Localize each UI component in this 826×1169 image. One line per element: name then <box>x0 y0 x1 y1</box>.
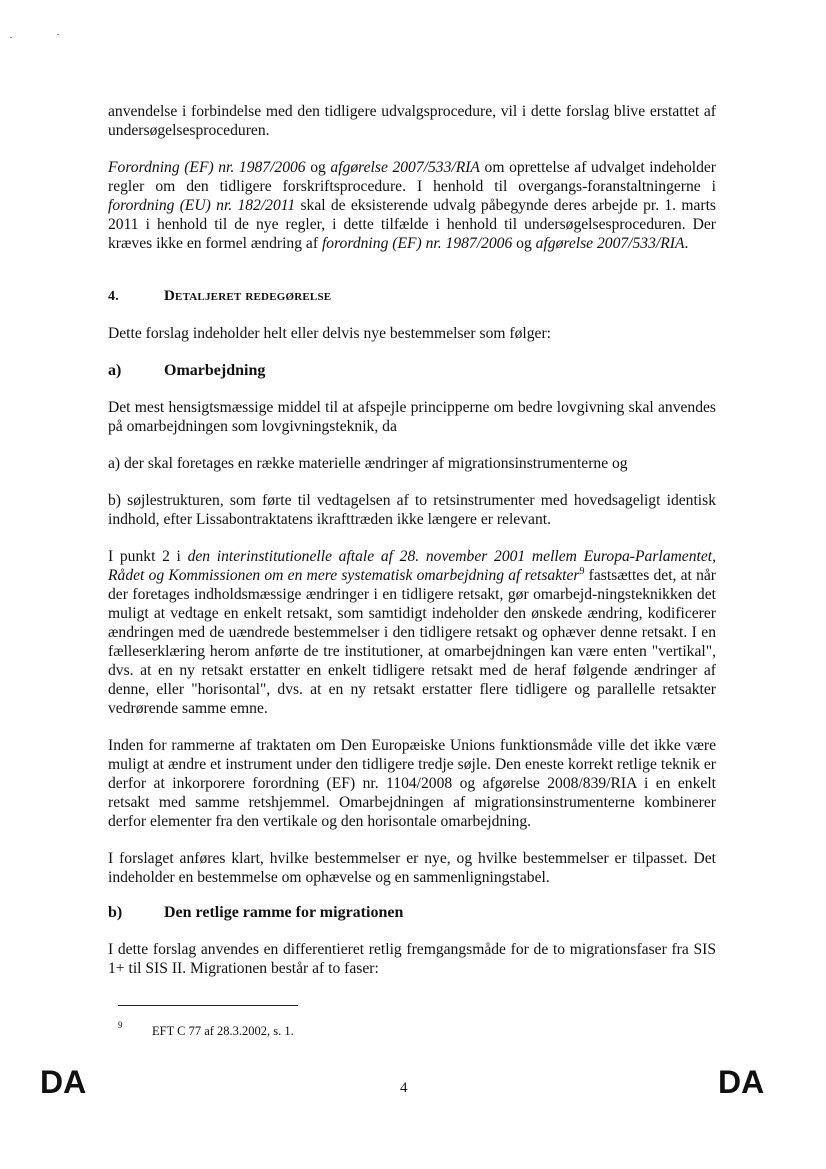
section-number: 4. <box>108 289 119 304</box>
subsection-number: b) <box>108 904 123 921</box>
reference-italic: forordning (EF) nr. 1987/2006 <box>321 235 513 252</box>
paragraph: Det mest hensigtsmæssige middel til at afspejle principperne om bedre lovgivning skal anvendes på omarbejdningen som lovgivningsteknik, da <box>108 399 716 435</box>
reference-italic: forordning (EU) nr. 182/2011 <box>108 197 296 214</box>
text-run: skal de eksisterende udvalg påbegynde deres arbejde pr. 1. marts 2011 i henhold til de nye regler, i dette tilfælde i henhold til undersøgelsesproceduren. Der kræves ikke en formel ændring af <box>108 197 716 252</box>
text-run: om oprettelse af udvalget indeholder regler om den tidligere forskriftsprocedure. I henhold til overgangs-foranstaltningerne i <box>108 159 716 195</box>
section-title: Detaljeret redegørelse <box>164 288 332 304</box>
text-run: og <box>305 159 331 176</box>
language-code-left: DA <box>40 1064 87 1100</box>
section-heading <box>108 287 716 306</box>
language-code-right: DA <box>718 1064 765 1100</box>
paragraph-forordning <box>108 158 716 253</box>
subsection-heading-b <box>108 903 716 922</box>
text-run: og <box>512 235 536 252</box>
text-run: . <box>684 235 689 252</box>
paragraph-punkt-2 <box>108 547 716 718</box>
paragraph: a) der skal foretages en række materielle ændringer af migrationsinstrumenterne og <box>108 455 628 472</box>
subsection-number: a) <box>108 362 122 379</box>
reference-italic: Forordning (EF) nr. 1987/2006 <box>108 159 306 176</box>
reference-italic: den interinstitutionelle aftale af 28. november 2001 mellem Europa-Parlamentet, Rådet og Kommissionen om en mere systematisk omarbejdning af retsakter <box>108 548 716 584</box>
paragraph: b) søjlestrukturen, som førte til vedtagelsen af to retsinstrumenter med hovedsageligt identisk indhold, efter Lissabontraktatens ikrafttræden ikke længere er relevant. <box>108 492 716 528</box>
text-run: I punkt 2 i <box>108 548 188 565</box>
footnote-reference[interactable]: 9 <box>579 565 585 577</box>
subsection-title: Omarbejdning <box>164 362 266 379</box>
footnote-mark: 9 <box>118 1020 123 1030</box>
subsection-title: Den retlige ramme for migrationen <box>164 904 404 921</box>
paragraph: I forslaget anføres klart, hvilke bestemmelser er nye, og hvilke bestemmelser er tilpasset. Det indeholder en bestemmelse om ophævelse og en sammenligningstabel. <box>108 850 716 886</box>
footnote-text: EFT C 77 af 28.3.2002, s. 1. <box>152 1024 294 1038</box>
paragraph: Inden for rammerne af traktaten om Den Europæiske Unions funktionsmåde ville det ikke være muligt at ændre et instrument under den tidligere tredje søjle. Den eneste korrekt retlige teknik er derfor at inkorporere forordning (EF) nr. 1104/2008 og afgørelse 2008/839/RIA i en enkelt retsakt med samme retshjemmel. Omarbejdningen af migrationsinstrumenterne kombinerer derfor elementer fra den vertikale og den horisontale omarbejdning. <box>108 737 716 830</box>
document-body <box>108 102 716 996</box>
paragraph-intro: Dette forslag indeholder helt eller delvis nye bestemmelser som følger: <box>108 325 551 342</box>
paragraph: I dette forslag anvendes en differentieret retlig fremgangsmåde for de to migrationsfaser fra SIS 1+ til SIS II. Migrationen består af to faser: <box>108 941 716 977</box>
scan-speck <box>57 34 59 35</box>
text-run: fastsættes det, at når der foretages indholdsmæssige ændringer i en tidligere retsakt, gør omarbejd-ningsteknikken det muligt at vedtage en enkelt retsakt, som samtidigt indeholder den ønskede ændring, kodificerer ændringen med de uændrede bestemmelser i den tidligere retsakt og ophæver denne retsakt. I en fælleserklæring herom anførte de tre institutioner, at omarbejdningen kan være enten "vertikal", dvs. at en ny retsakt erstatter en enkelt tidligere retsakt med de heraf følgende ændringer af denne, eller "horisontal", dvs. at en ny retsakt erstatter flere tidligere og parallelle retsakter vedrørende samme emne. <box>108 567 716 717</box>
reference-italic: afgørelse 2007/533/RIA <box>330 159 480 176</box>
page-number: 4 <box>400 1080 408 1096</box>
footnote-divider <box>118 1005 298 1006</box>
reference-italic: afgørelse 2007/533/RIA <box>535 235 685 252</box>
subsection-heading-a <box>108 361 716 380</box>
paragraph-continuation: anvendelse i forbindelse med den tidligere udvalgsprocedure, vil i dette forslag blive erstattet af undersøgelsesproceduren. <box>108 103 716 139</box>
scan-speck <box>10 37 12 38</box>
